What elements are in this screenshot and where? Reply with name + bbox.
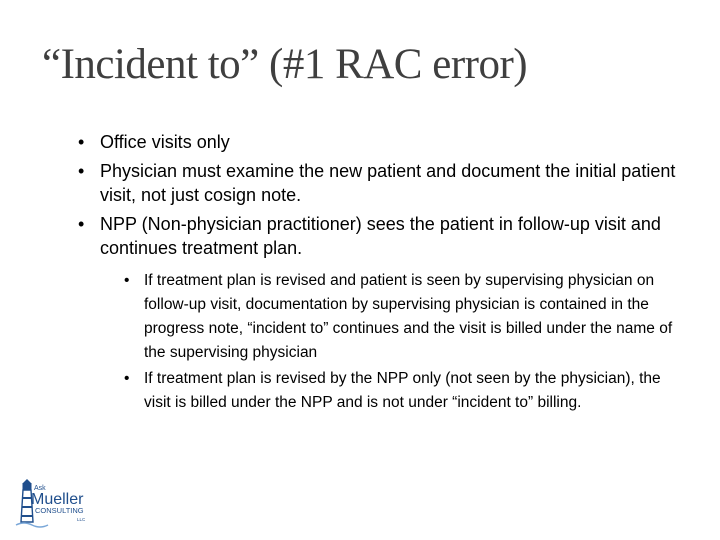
bullet-item [78, 212, 688, 415]
logo-mueller-text: Mueller [31, 491, 84, 508]
logo-llc-text: LLC [77, 517, 86, 522]
bullet-item: • Office visits only [78, 130, 688, 154]
ask-mueller-consulting-logo [14, 476, 94, 532]
bullet-text: NPP (Non-physician practitioner) sees the patient in follow-up visit and continues treatment plan. [100, 214, 661, 258]
sub-bullet-list [124, 269, 688, 415]
logo-ask-text: Ask [34, 485, 46, 492]
slide-title: “Incident to” (#1 RAC error) [42, 41, 528, 88]
sub-bullet-item: • If treatment plan is revised and patient is seen by supervising physician on follow-up visit, documentation by supervising physician is contained in the progress note, “incident to” continues and the visit is billed under the name of the supervising physician [124, 269, 688, 365]
sub-bullet-item: • If treatment plan is revised by the NPP only (not seen by the physician), the visit is billed under the NPP and is not under “incident to” billing. [124, 367, 688, 415]
bullet-list [78, 130, 688, 415]
logo-consulting-text: CONSULTING [35, 506, 84, 515]
bullet-item: • Physician must examine the new patient and document the initial patient visit, not just cosign note. [78, 159, 688, 207]
slide-body [78, 130, 688, 420]
